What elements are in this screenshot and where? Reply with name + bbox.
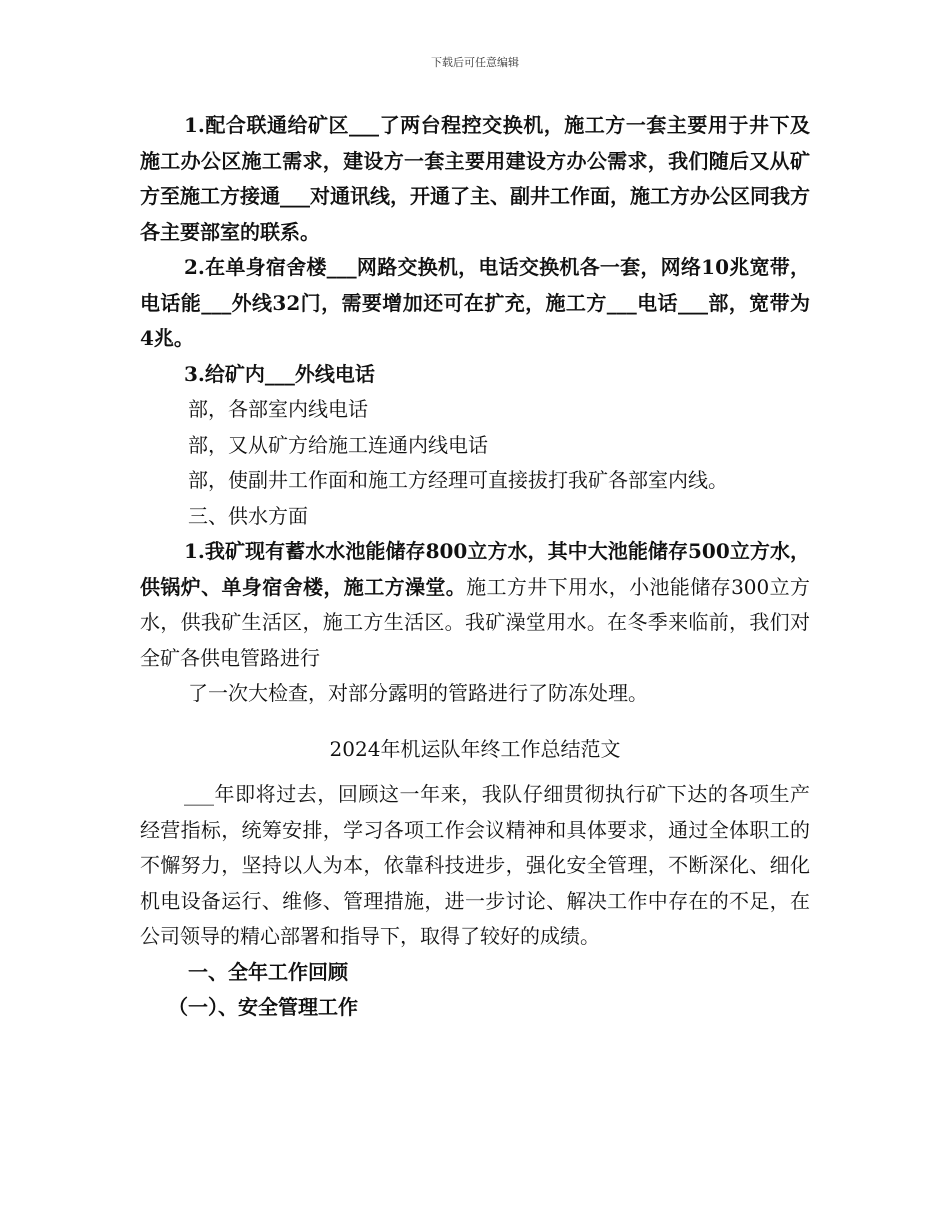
- paragraph-9: 了一次大检查，对部分露明的管路进行了防冻处理。: [188, 681, 648, 705]
- paragraph-5: 部，又从矿方给施工连通内线电话: [188, 432, 488, 457]
- section-heading-water: 三、供水方面: [188, 503, 308, 528]
- paragraph-2: 2.在单身宿舍楼___网路交换机，电话交换机各一套，网络10兆宽带，电话能___外线32门，需要增加还可在扩充，施工方___电话___部，宽带为4兆。: [140, 255, 810, 350]
- paragraph-8-rest: 施工方井下用水，小池能储存300立方水，供我矿生活区，施工方生活区。我矿澡堂用水。在冬季来临前，我们对全矿各供电管路进行: [140, 574, 810, 670]
- paragraph-1: 1.配合联通给矿区___了两台程控交换机，施工方一套主要用于井下及施工办公区施工需求，建设方一套主要用建设方办公需求，我们随后又从矿方至施工方接通___对通讯线，开通了主、副井工作面，施工方办公区同我方各主要部室的联系。: [140, 113, 810, 244]
- paragraph-3: 3.给矿内___外线电话: [184, 361, 375, 386]
- paragraph-8: [140, 534, 810, 676]
- paragraph-10: ___年即将过去，回顾这一年来，我队仔细贯彻执行矿下达的各项生产经营指标，统筹安排，学习各项工作会议精神和具体要求，通过全体职工的不懈努力，坚持以人为本，依靠科技进步，强化安全管理，不断深化、细化机电设备运行、维修、管理措施，进一步讨论、解决工作中存在的不足，在公司领导的精心部署和指导下，取得了较好的成绩。: [140, 782, 810, 948]
- document-title: 2024年机运队年终工作总结范文: [329, 736, 621, 761]
- paragraph-4: 部，各部室内线电话: [188, 397, 368, 421]
- page-header: 下载后可任意编辑: [431, 56, 519, 69]
- document-body: [140, 108, 810, 1026]
- section-heading-review: 一、全年工作回顾: [188, 959, 348, 984]
- paragraph-6: 部，使副井工作面和施工方经理可直接拔打我矿各部室内线。: [188, 468, 728, 492]
- subsection-heading-safety: （一）、安全管理工作: [168, 995, 358, 1019]
- paragraph-8-bold: 1.我矿现有蓄水水池能储存800立方水，其中大池能储存500立方水，供锅炉、单身宿舍楼，施工方澡堂。: [140, 539, 810, 599]
